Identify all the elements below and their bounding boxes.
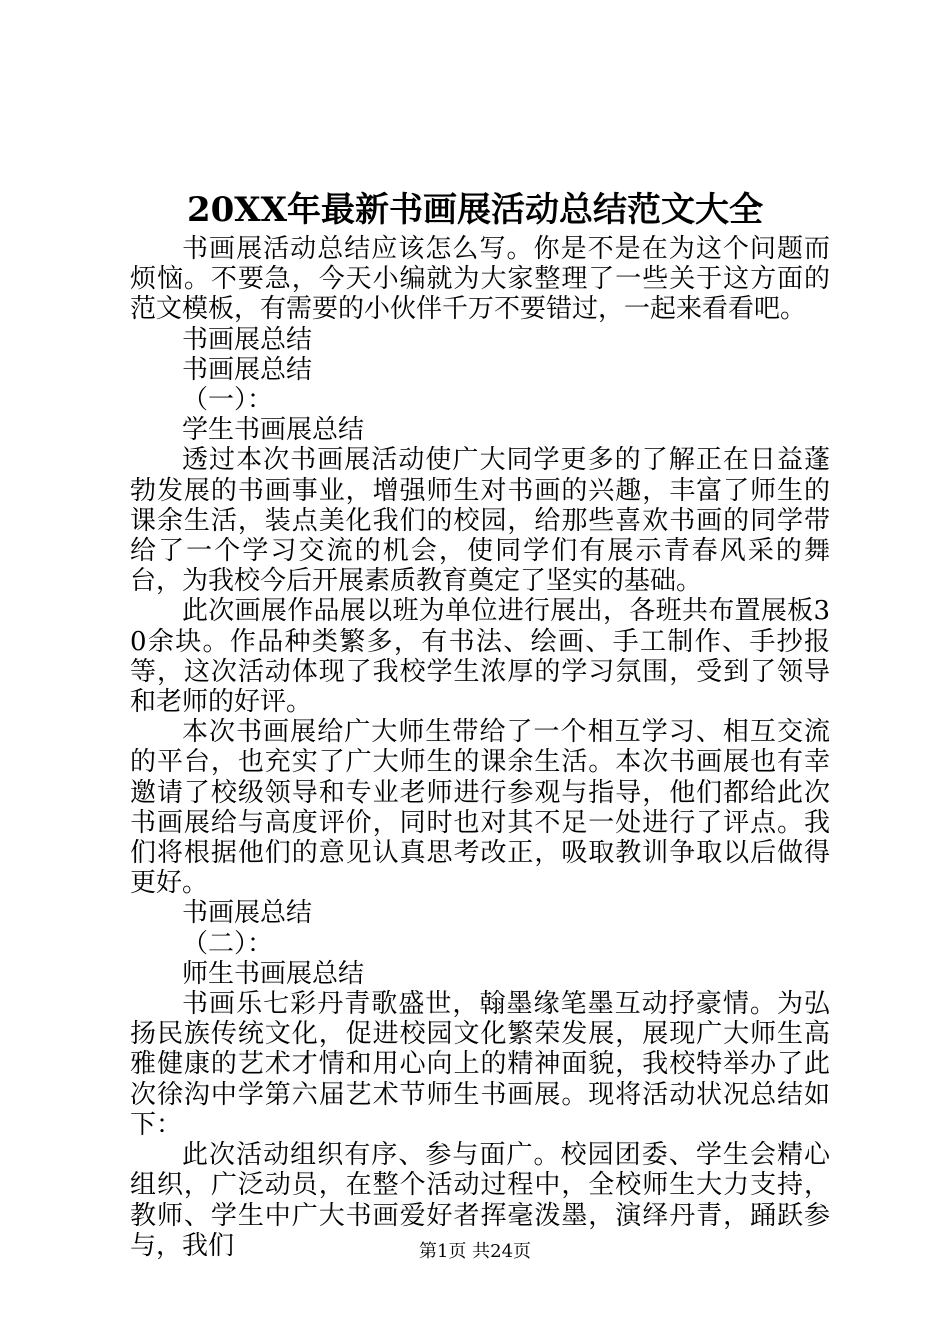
section-number: （一）： [182, 385, 274, 416]
section-heading: 书画展总结 [182, 898, 313, 929]
intro-paragraph: 书画展活动总结应该怎么写。你是不是在为这个问题而烦恼。不要急，今天小编就为大家整理了一些关于这方面的范文模板，有需要的小伙伴千万不要错过，一起来看看吧。 [130, 234, 830, 325]
document-title: 20XX年最新书画展活动总结范文大全 [186, 190, 764, 230]
body-paragraph: 此次活动组织有序、参与面广。校园团委、学生会精心组织，广泛动员，在整个活动过程中，全校师生大力支持，教师、学生中广大书画爱好者挥毫泼墨，演绎丹青，踊跃参与，我们 [130, 1140, 830, 1261]
body-paragraph: 此次画展作品展以班为单位进行展出，各班共布置展板30余块。作品种类繁多，有书法、绘画、手工制作、手抄报等，这次活动体现了我校学生浓厚的学习氛围，受到了领导和老师的好评。 [130, 596, 830, 718]
page-footer: 第1页 共24页 [418, 1241, 532, 1262]
body-paragraph: 本次书画展给广大师生带给了一个相互学习、相互交流的平台，也充实了广大师生的课余生活。本次书画展也有幸邀请了校级领导和专业老师进行参观与指导，他们都给此次书画展给与高度评价，同时也对其不足一处进行了评点。我们将根据他们的意见认真思考改正，吸取教训争取以后做得更好。 [130, 717, 830, 899]
body-paragraph: 透过本次书画展活动使广大同学更多的了解正在日益蓬勃发展的书画事业，增强师生对书画的兴趣，丰富了师生的课余生活，装点美化我们的校园，给那些喜欢书画的同学带给了一个学习交流的机会，使同学们有展示青春风采的舞台，为我校今后开展素质教育奠定了坚实的基础。 [130, 445, 830, 597]
document-body [130, 234, 830, 1261]
section-subtitle: 师生书画展总结 [182, 958, 365, 989]
section-heading: 书画展总结 [182, 324, 313, 355]
section-subtitle: 学生书画展总结 [182, 415, 365, 446]
section-heading: 书画展总结 [182, 354, 313, 385]
body-paragraph: 书画乐七彩丹青歌盛世，翰墨缘笔墨互动抒豪情。为弘扬民族传统文化，促进校园文化繁荣发展，展现广大师生高雅健康的艺术才情和用心向上的精神面貌，我校特举办了此次徐沟中学第六届艺术节师生书画展。现将活动状况总结如下： [130, 989, 830, 1140]
section-number: （二）： [182, 928, 274, 959]
